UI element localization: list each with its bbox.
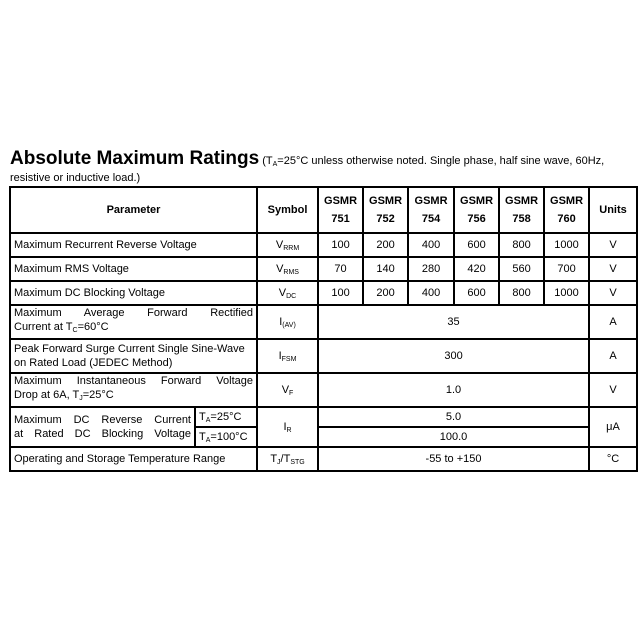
symbol-ir: $I_R$ — [257, 407, 318, 447]
value-cell: 1.0 — [318, 373, 589, 407]
value-cell: 140 — [363, 257, 408, 281]
symbol-vdc: $V_{DC}$ — [257, 281, 318, 305]
symbol-ifsm: $I_{FSM}$ — [257, 339, 318, 373]
param-ir: Maximum DC Reverse Current at Rated DC Blocking Voltage — [10, 407, 195, 447]
value-cell: 300 — [318, 339, 589, 373]
value-cell: 700 — [544, 257, 589, 281]
value-cell: 1000 — [544, 233, 589, 257]
param-vrms: Maximum RMS Voltage — [10, 257, 257, 281]
value-cell: 600 — [454, 233, 499, 257]
unit-cell: V — [589, 257, 637, 281]
table-row — [10, 339, 637, 373]
header-parameter: Parameter — [10, 187, 257, 233]
unit-cell: °C — [589, 447, 637, 471]
unit-cell: μA — [589, 407, 637, 447]
table-row — [10, 281, 637, 305]
table-row — [10, 373, 637, 407]
value-cell: 200 — [363, 233, 408, 257]
value-cell: 420 — [454, 257, 499, 281]
value-cell: 800 — [499, 281, 544, 305]
value-cell: -55 to +150 — [318, 447, 589, 471]
value-cell: 400 — [408, 281, 454, 305]
unit-cell: V — [589, 233, 637, 257]
value-cell: 1000 — [544, 281, 589, 305]
header-part: GSMR 751 — [318, 187, 363, 233]
header-row — [10, 187, 637, 233]
condition-ta25: $T_A=25^\circ C$ — [195, 407, 257, 427]
symbol-temp: $T_J/T_{STG}$ — [257, 447, 318, 471]
table-row — [10, 407, 637, 427]
param-temp: Operating and Storage Temperature Range — [10, 447, 257, 471]
value-cell: 400 — [408, 233, 454, 257]
symbol-vrrm: $V_{RRM}$ — [257, 233, 318, 257]
table-row — [10, 447, 637, 471]
table-title — [10, 148, 630, 184]
header-part: GSMR 752 — [363, 187, 408, 233]
value-cell: 35 — [318, 305, 589, 339]
unit-cell: A — [589, 305, 637, 339]
symbol-vf: $V_F$ — [257, 373, 318, 407]
value-cell: 200 — [363, 281, 408, 305]
param-vf: Maximum Instantaneous Forward Voltage Drop at 6A, $T_J=25^\circ C$ — [10, 373, 257, 407]
unit-cell: V — [589, 281, 637, 305]
title-conditions: ($T_A=25^\circ C$ unless otherwise noted. Single phase, half sine wave, 60Hz, — [259, 155, 605, 168]
param-ifsm: Peak Forward Surge Current Single Sine-Wave on Rated Load (JEDEC Method) — [10, 339, 257, 373]
table-row — [10, 233, 637, 257]
value-cell: 70 — [318, 257, 363, 281]
header-part: GSMR 754 — [408, 187, 454, 233]
value-cell: 5.0 — [318, 407, 589, 427]
table-row — [10, 305, 637, 339]
value-cell: 560 — [499, 257, 544, 281]
header-part: GSMR 760 — [544, 187, 589, 233]
value-cell: 800 — [499, 233, 544, 257]
header-part: GSMR 758 — [499, 187, 544, 233]
unit-cell: V — [589, 373, 637, 407]
unit-cell: A — [589, 339, 637, 373]
symbol-iav: $I_{(AV)}$ — [257, 305, 318, 339]
header-symbol: Symbol — [257, 187, 318, 233]
condition-ta100: $T_A=100^\circ C$ — [195, 427, 257, 447]
title-main: Absolute Maximum Ratings — [10, 148, 260, 169]
value-cell: 100.0 — [318, 427, 589, 447]
ratings-table — [9, 186, 638, 472]
header-units: Units — [589, 187, 637, 233]
table-row — [10, 257, 637, 281]
title-conditions-line2: resistive or inductive load.) — [10, 172, 141, 184]
header-part: GSMR 756 — [454, 187, 499, 233]
value-cell: 600 — [454, 281, 499, 305]
param-vdc: Maximum DC Blocking Voltage — [10, 281, 257, 305]
value-cell: 100 — [318, 233, 363, 257]
value-cell: 280 — [408, 257, 454, 281]
value-cell: 100 — [318, 281, 363, 305]
param-vrrm: Maximum Recurrent Reverse Voltage — [10, 233, 257, 257]
param-iav: Maximum Average Forward Rectified Current at $T_C=60^\circ C$ — [10, 305, 257, 339]
symbol-vrms: $V_{RMS}$ — [257, 257, 318, 281]
